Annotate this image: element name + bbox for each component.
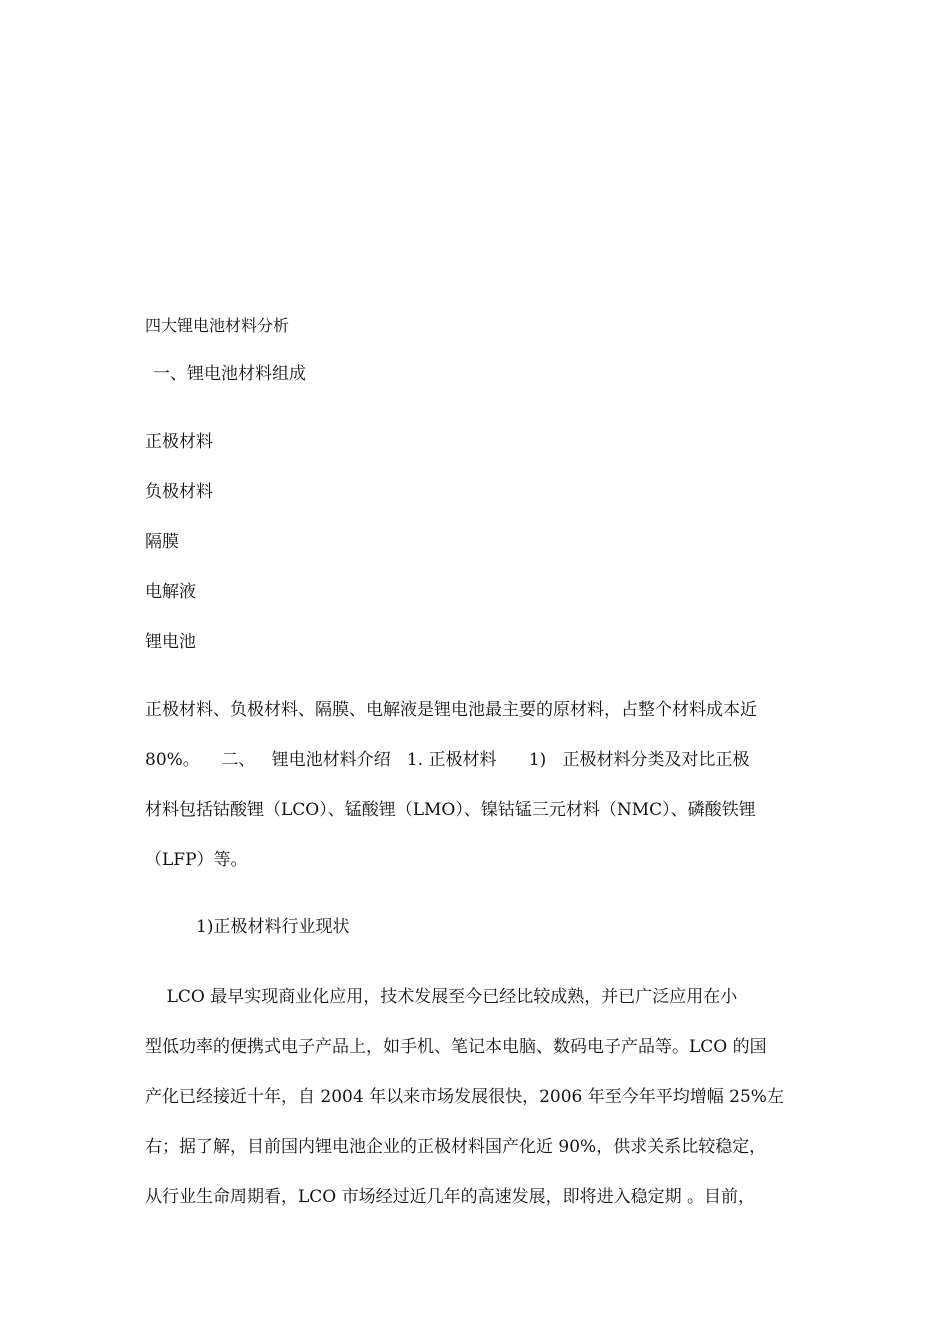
- section-heading: 一、锂电池材料组成: [153, 364, 306, 384]
- paragraph-line: （LFP）等。: [145, 850, 248, 870]
- paragraph-line: 材料包括钴酸锂（LCO）、锰酸锂（LMO）、镍钴锰三元材料（NMC）、磷酸铁锂: [145, 800, 756, 820]
- document-title: 四大锂电池材料分析: [145, 316, 290, 335]
- list-item: 正极材料: [145, 432, 213, 452]
- component-list: [145, 430, 213, 680]
- paragraph-industry-status: [145, 985, 810, 1235]
- paragraph-line: 80%。 二、 锂电池材料介绍 1. 正极材料 1) 正极材料分类及对比正极: [145, 750, 750, 770]
- paragraph-line: 正极材料、负极材料、隔膜、电解液是锂电池最主要的原材料，占整个材料成本近: [145, 700, 757, 720]
- list-item: 负极材料: [145, 482, 213, 502]
- list-item: 隔膜: [145, 532, 179, 552]
- subheading-industry-status: 1)正极材料行业现状: [196, 917, 350, 937]
- paragraph-line: 型低功率的便携式电子产品上，如手机、笔记本电脑、数码电子产品等。LCO 的国: [145, 1037, 767, 1057]
- paragraph-line: LCO 最早实现商业化应用，技术发展至今已经比较成熟，并已广泛应用在小: [145, 987, 738, 1007]
- paragraph-line: 右；据了解，目前国内锂电池企业的正极材料国产化近 90%，供求关系比较稳定，: [145, 1137, 767, 1157]
- list-item: 电解液: [145, 582, 196, 602]
- paragraph-line: 产化已经接近十年，自 2004 年以来市场发展很快，2006 年至今年平均增幅 25%左: [145, 1087, 784, 1107]
- paragraph-materials-intro: [145, 698, 810, 898]
- list-item: 锂电池: [145, 632, 196, 652]
- paragraph-line: 从行业生命周期看，LCO 市场经过近几年的高速发展，即将进入稳定期 。目前，: [145, 1187, 756, 1207]
